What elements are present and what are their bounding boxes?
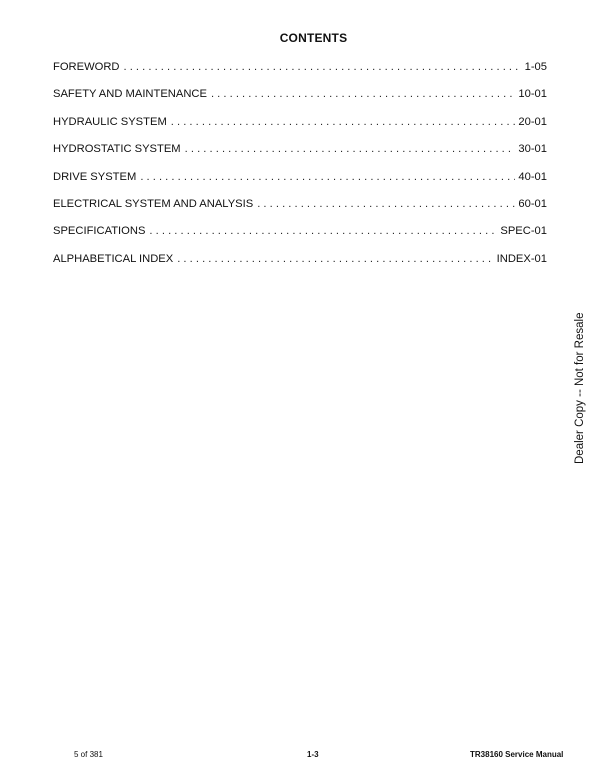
toc-entry-label: ALPHABETICAL INDEX: [53, 252, 174, 265]
toc-dot-leader: [257, 195, 515, 213]
toc-entry-page: INDEX-01: [496, 252, 547, 265]
toc-entry-drive-system[interactable]: [53, 168, 547, 195]
toc-entry-hydrostatic-system[interactable]: [53, 140, 547, 167]
dealer-copy-watermark: Dealer Copy -- Not for Resale: [574, 312, 586, 464]
toc-entry-label: HYDROSTATIC SYSTEM: [53, 143, 181, 156]
toc-entry-page: 1-05: [524, 61, 547, 73]
toc-entry-label: SPECIFICATIONS: [53, 225, 146, 238]
toc-dot-leader: [140, 168, 515, 186]
toc-entry-safety-and-maintenance[interactable]: [53, 85, 547, 112]
toc-entry-label: FOREWORD: [53, 61, 120, 73]
footer-page-count: 5 of 381: [74, 750, 103, 759]
toc-dot-leader: [149, 222, 497, 240]
toc-entry-label: HYDRAULIC SYSTEM: [53, 115, 167, 128]
toc-entry-page: SPEC-01: [500, 225, 547, 238]
toc-entry-page: 10-01: [518, 88, 547, 101]
toc-dot-leader: [171, 113, 516, 131]
toc-dot-leader: [185, 140, 516, 158]
footer-page-number: 1-3: [307, 750, 319, 759]
toc-entry-label: ELECTRICAL SYSTEM AND ANALYSIS: [53, 197, 254, 210]
toc-entry-foreword[interactable]: [53, 58, 547, 85]
toc-entry-page: 30-01: [518, 143, 547, 156]
footer-manual-name: TR38160 Service Manual: [470, 750, 564, 759]
page-title: CONTENTS: [279, 31, 348, 45]
toc-entry-label: DRIVE SYSTEM: [53, 170, 137, 183]
toc-entry-electrical-system-and-analysis[interactable]: [53, 195, 547, 222]
table-of-contents: [53, 58, 547, 277]
toc-entry-hydraulic-system[interactable]: [53, 113, 547, 140]
toc-entry-page: 60-01: [518, 197, 547, 210]
toc-dot-leader: [177, 250, 493, 268]
toc-dot-leader: [124, 58, 522, 76]
toc-entry-page: 40-01: [518, 170, 547, 183]
toc-entry-specifications[interactable]: [53, 222, 547, 249]
toc-entry-alphabetical-index[interactable]: [53, 250, 547, 277]
toc-entry-page: 20-01: [518, 115, 547, 128]
toc-dot-leader: [211, 85, 515, 103]
toc-entry-label: SAFETY AND MAINTENANCE: [53, 88, 207, 101]
